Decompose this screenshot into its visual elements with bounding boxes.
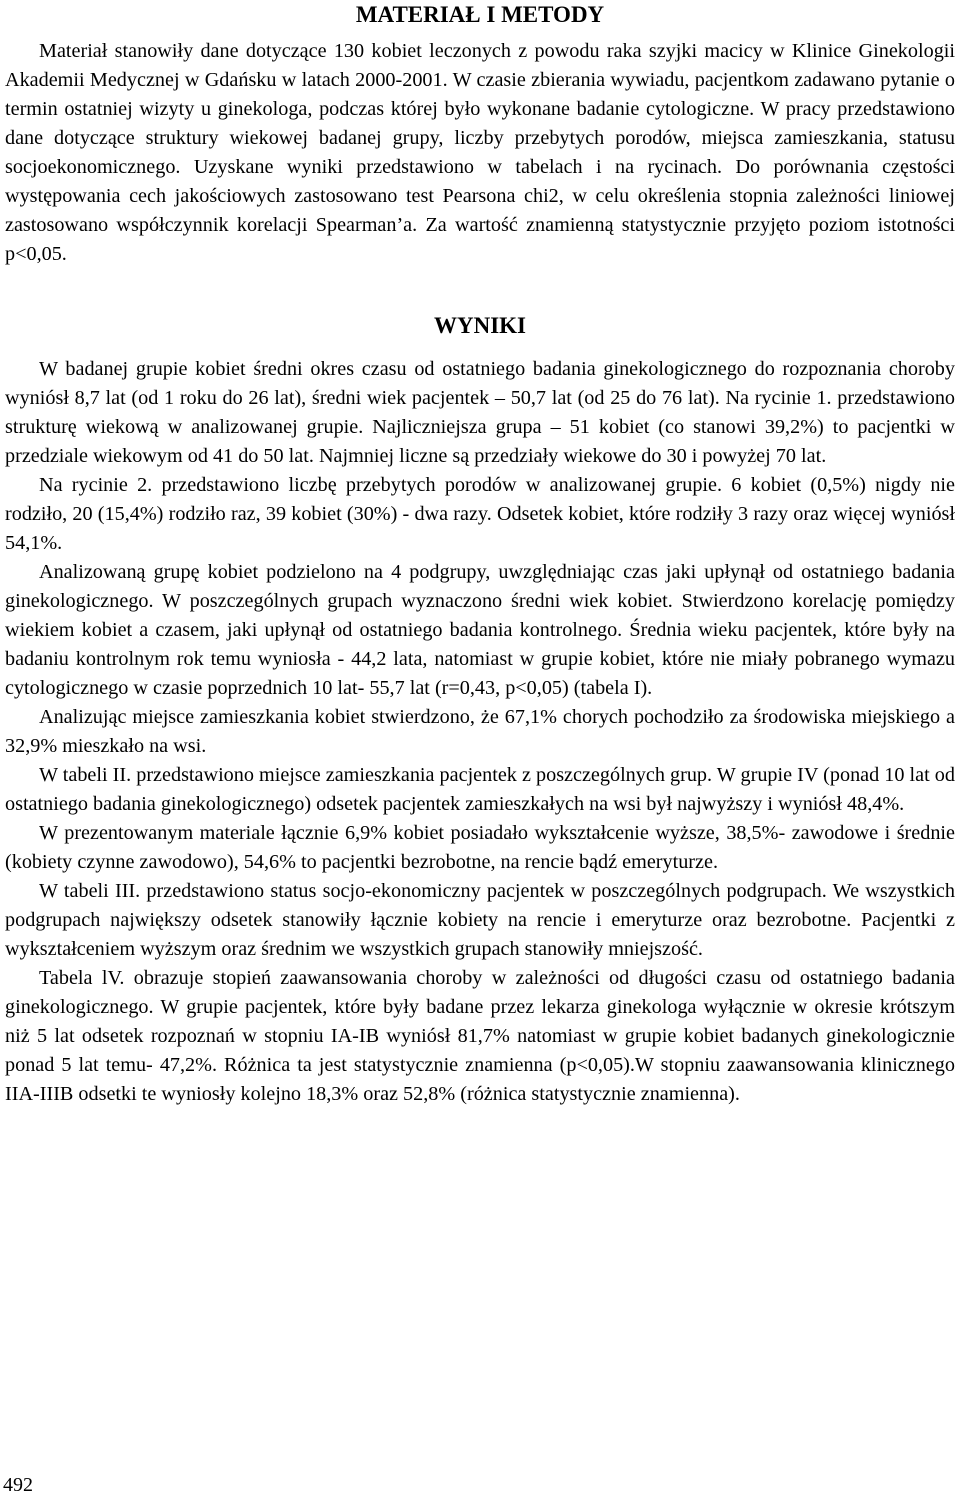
results-paragraph: Na rycinie 2. przedstawiono liczbę przebytych porodów w analizowanej grupie. 6 kobiet (0,5%) nigdy nie rodziło, 20 (15,4%) rodziło raz, 39 kobiet (30%) - dwa razy. Odsetek kobiet, które rodziły 3 razy oraz więcej wyniósł 54,1%. xyxy=(5,474,955,554)
results-paragraph: W badanej grupie kobiet średni okres czasu od ostatniego badania ginekologicznego do rozpoznania choroby wyniósł 8,7 lat (od 1 roku do 26 lat), średni wiek pacjentek – 50,7 lat (od 25 do 76 lat). Na rycinie 1. przedstawiono strukturę wiekową w analizowanej grupie. Najliczniejsza grupa – 51 kobiet (co stanowi 39,2%) to pacjentki w przedziale wiekowym od 41 do 50 lat. Najmniej liczne są przedziały wiekowe do 30 i powyżej 70 lat. xyxy=(5,358,955,467)
section-heading-results: WYNIKI xyxy=(433,313,526,338)
results-paragraph: Analizowaną grupę kobiet podzielono na 4 podgrupy, uwzględniając czas jaki upłynął od ostatniego badania ginekologicznego. W poszczególnych grupach wyznaczono średni wiek kobiet. Stwierdzono korelację pomiędzy wiekiem kobiet a czasem, jaki upłynął od ostatniego badania kontrolnego. Średnia wieku pacjentek, które były na badaniu kontrolnym rok temu wyniosła - 44,2 lata, natomiast w grupie kobiet, które nie miały pobranego wymazu cytologicznego w czasie poprzednich 10 lat- 55,7 lat (r=0,43, p<0,05) (tabela I). xyxy=(5,561,955,699)
results-paragraph: W prezentowanym materiale łącznie 6,9% kobiet posiadało wykształcenie wyższe, 38,5%- zawodowe i średnie (kobiety czynne zawodowo), 54,6% to pacjentki bezrobotne, na rencie bądź emeryturze. xyxy=(5,822,955,873)
results-paragraph: W tabeli II. przedstawiono miejsce zamieszkania pacjentek z poszczególnych grup. W grupie IV (ponad 10 lat od ostatniego badania ginekologicznego) odsetek pacjentek zamieszkałych na wsi był najwyższy i wyniósł 48,4%. xyxy=(5,764,955,815)
results-paragraph: W tabeli III. przedstawiono status socjo-ekonomiczny pacjentek w poszczególnych podgrupach. We wszystkich podgrupach największy odsetek stanowiły łącznie kobiety na rencie i emeryturze oraz bezrobotne. Pacjentki z wykształceniem wyższym oraz średnim we wszystkich grupach stanowiły mniejszość. xyxy=(5,880,955,960)
page-number: 492 xyxy=(3,1474,33,1496)
results-body xyxy=(5,355,955,1109)
results-paragraph: Tabela lV. obrazuje stopień zaawansowania choroby w zależności od długości czasu od ostatniego badania ginekologicznego. W grupie pacjentek, które były badane przez lekarza ginekologa wyłącznie w okresie krótszym niż 5 lat odsetek rozpoznań w stopniu IA-IB wyniósł 81,7% natomiast w grupie kobiet badanych ginekologicznie ponad 5 lat temu- 47,2%. Różnica ta jest statystycznie znamienna (p<0,05).W stopniu zaawansowania klinicznego IIA-IIIB odsetki te wyniosły kolejno 18,3% oraz 52,8% (różnica statystycznie znamienna). xyxy=(5,967,955,1105)
methods-paragraph: Materiał stanowiły dane dotyczące 130 kobiet leczonych z powodu raka szyjki macicy w Klinice Ginekologii Akademii Medycznej w Gdańsku w latach 2000-2001. W czasie zbierania wywiadu, pacjentkom zadawano pytanie o termin ostatniej wizyty u ginekologa, podczas której było wykonane badanie cytologiczne. W pracy przedstawiono dane dotyczące struktury wiekowej badanej grupy, liczby przebytych porodów, miejsca zamieszkania, statusu socjoekonomicznego. Uzyskane wyniki przedstawiono w tabelach i na rycinach. Do porównania częstości występowania cech jakościowych zastosowano test Pearsona chi2, w celu określenia stopnia zależności liniowej zastosowano współczynnik korelacji Spearman’a. Za wartość znamienną statystycznie przyjęto poziom istotności p<0,05. xyxy=(5,40,955,265)
results-paragraph: Analizując miejsce zamieszkania kobiet stwierdzono, że 67,1% chorych pochodziło za środowiska miejskiego a 32,9% mieszkało na wsi. xyxy=(5,706,955,757)
page-content xyxy=(5,0,955,1109)
section-heading-methods: MATERIAŁ I METODY xyxy=(355,2,605,27)
